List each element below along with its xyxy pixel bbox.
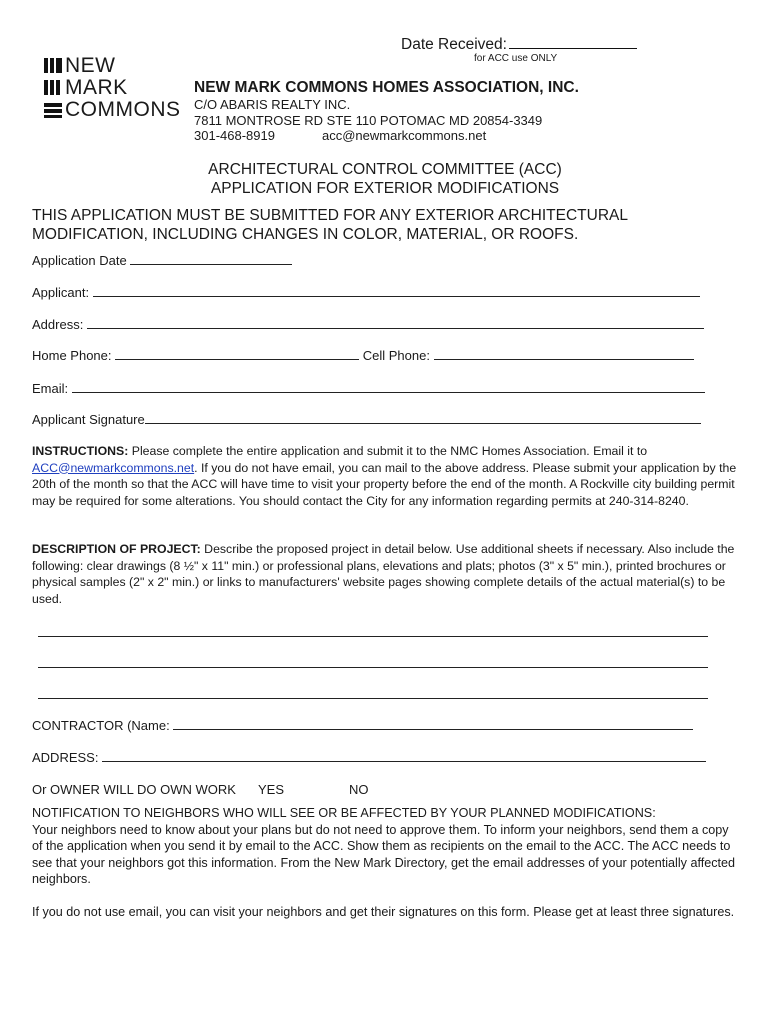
applicant-field[interactable]: [32, 284, 700, 300]
logo-word-commons: COMMONS: [65, 98, 181, 121]
owner-work-yes-option[interactable]: YES: [258, 782, 285, 797]
address-label: Address:: [32, 317, 84, 332]
logo-word-mark: MARK: [65, 76, 128, 99]
acc-email-link[interactable]: ACC@newmarkcommons.net: [32, 460, 195, 475]
instructions-paragraph: [32, 443, 738, 509]
applicant-label: Applicant:: [32, 285, 90, 300]
acc-use-only-note: for ACC use ONLY: [474, 53, 558, 64]
date-received-label: Date Received:: [401, 36, 507, 53]
contractor-name-field[interactable]: [32, 717, 693, 733]
application-date-field[interactable]: [32, 252, 292, 268]
contractor-name-input[interactable]: [173, 717, 693, 730]
owner-work-label: Or OWNER WILL DO OWN WORK: [32, 782, 236, 797]
logo-word-new: NEW: [65, 54, 116, 77]
neighbors-heading: NOTIFICATION TO NEIGHBORS WHO WILL SEE OR BE AFFECTED BY YOUR PLANNED MODIFICATIONS:: [32, 806, 656, 820]
application-date-input[interactable]: [130, 252, 292, 265]
contractor-name-label: CONTRACTOR (Name:: [32, 718, 170, 733]
contractor-address-field[interactable]: [32, 749, 706, 765]
signature-label: Applicant Signature: [32, 412, 145, 427]
instructions-text-2: . If you do not have email, you can mail to the above address. Please submit your application by the 20th of the month so that the ACC will have time to visit your property before the end of the month. A Rockville city building permit may be required for some alterations. You should contact the City for any information regarding permits at 240-314-8240.: [32, 460, 737, 508]
email-label: Email:: [32, 381, 69, 396]
address-input[interactable]: [87, 316, 704, 329]
description-paragraph: [32, 541, 738, 607]
applicant-input[interactable]: [93, 284, 700, 297]
org-email: acc@newmarkcommons.net: [322, 128, 487, 143]
home-phone-input[interactable]: [115, 347, 359, 360]
owner-work-no-option[interactable]: NO: [349, 782, 369, 797]
org-name: NEW MARK COMMONS HOMES ASSOCIATION, INC.: [194, 79, 579, 96]
new-mark-commons-logo: [43, 55, 191, 125]
home-phone-label: Home Phone:: [32, 348, 112, 363]
neighbors-text: Your neighbors need to know about your plans but do not need to approve them. To inform your neighbors, send them a copy of the application when you send it by email to the ACC. Show them as recipients on the email to the ACC. The ACC needs to see that your neighbors got this information. From the New Mark Directory, get the email addresses of your potentially affected neighbors.: [32, 822, 736, 886]
phone-field-row[interactable]: [32, 347, 694, 363]
description-input-line[interactable]: [38, 636, 708, 637]
neighbors-no-email-text: If you do not use email, you can visit your neighbors and get their signatures on this form. Please get at least three signatures.: [32, 905, 735, 919]
description-input-line[interactable]: [38, 698, 708, 699]
date-received-blank[interactable]: [509, 34, 637, 49]
org-street-address: 7811 MONTROSE RD STE 110 POTOMAC MD 20854-3349: [194, 113, 543, 128]
date-received-field[interactable]: [401, 34, 637, 54]
cell-phone-input[interactable]: [434, 347, 694, 360]
cell-phone-label: Cell Phone:: [362, 348, 430, 363]
org-phone: 301-468-8919: [194, 128, 275, 143]
form-title-line1: ARCHITECTURAL CONTROL COMMITTEE (ACC): [208, 161, 562, 178]
email-field[interactable]: [32, 380, 705, 396]
contractor-address-input[interactable]: [102, 749, 706, 762]
notice-line1: THIS APPLICATION MUST BE SUBMITTED FOR ANY EXTERIOR ARCHITECTURAL: [32, 207, 628, 224]
form-title-line2: APPLICATION FOR EXTERIOR MODIFICATIONS: [210, 180, 560, 197]
neighbors-section: [32, 805, 738, 888]
description-text: Describe the proposed project in detail below. Use additional sheets if necessary. Also include the following: clear drawings (8 ½" x 11" min.) or professional plans, elevations and plats; photos (3" x 5" min.), printed brochures or physical samples (2" x 2" min.) or links to manufacturers' website pages showing complete details of the actual material(s) to be used.: [32, 542, 735, 606]
email-input[interactable]: [72, 380, 705, 393]
org-care-of: C/O ABARIS REALTY INC.: [194, 97, 351, 112]
application-date-label: Application Date: [32, 253, 127, 268]
signature-field[interactable]: [32, 411, 701, 427]
description-input-line[interactable]: [38, 667, 708, 668]
instructions-text-1: Please complete the entire application and submit it to the NMC Homes Association. Email it to: [128, 444, 648, 458]
instructions-label: INSTRUCTIONS:: [32, 444, 129, 458]
description-label: DESCRIPTION OF PROJECT:: [32, 542, 201, 556]
contractor-address-label: ADDRESS:: [32, 750, 99, 765]
address-field[interactable]: [32, 316, 704, 332]
notice-line2: MODIFICATION, INCLUDING CHANGES IN COLOR, MATERIAL, OR ROOFS.: [32, 226, 579, 243]
signature-input[interactable]: [145, 411, 701, 424]
